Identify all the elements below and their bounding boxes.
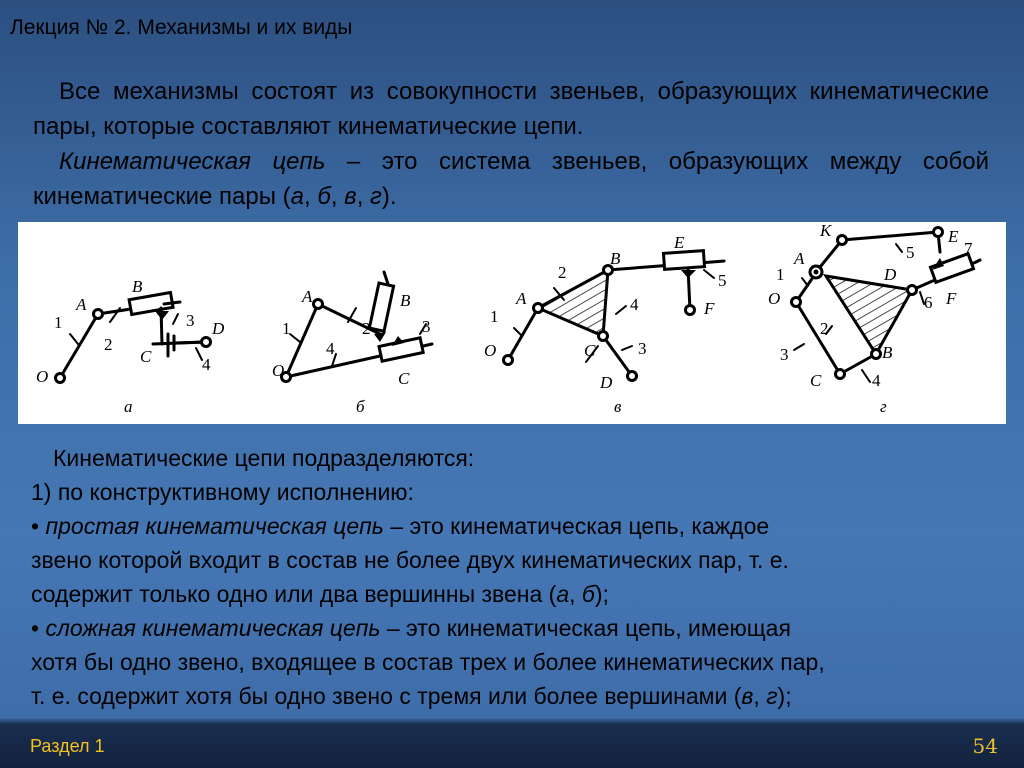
- footer-bar: [0, 724, 1024, 768]
- body-line-5: содержит только одно или два вершинны звена (а, б);: [31, 581, 609, 607]
- label-v-4: 4: [630, 295, 639, 314]
- ref-v-2: в: [741, 683, 754, 709]
- label-g-5: 5: [906, 243, 915, 262]
- bullet-complex-chain: • сложная кинематическая цепь – это кинематическая цепь, имеющая: [31, 615, 791, 641]
- body-line-4: звено которой входит в состав не более двух кинематических пар, т. е.: [31, 547, 789, 573]
- term-complex-chain: сложная кинематическая цепь: [45, 615, 381, 641]
- body-line-8: т. е. содержит хотя бы одно звено с тремя или более вершинами (в, г);: [31, 683, 792, 709]
- label-v-3: 3: [638, 339, 647, 358]
- ref-a: а: [290, 183, 304, 210]
- body-line-1: Кинематические цепи подразделяются:: [53, 445, 475, 471]
- intro-paragraph-2: Кинематическая цепь – это система звеньев, образующих между собой кинематические пары (а, б, в, г).: [33, 148, 989, 210]
- label-b-B: B: [400, 291, 411, 310]
- label-a-A: A: [76, 295, 87, 314]
- label-v-2: 2: [558, 263, 567, 282]
- label-v-5: 5: [718, 271, 727, 290]
- classification-text: [31, 441, 1006, 713]
- body-line-7: хотя бы одно звено, входящее в состав трех и более кинематических пар,: [31, 649, 825, 675]
- label-g-D: D: [884, 265, 897, 284]
- slide-title: Лекция № 2. Механизмы и их виды: [10, 16, 353, 39]
- bullet-simple-chain: • простая кинематическая цепь – это кинематическая цепь, каждое: [31, 513, 770, 539]
- label-a-4: 4: [202, 355, 211, 374]
- intro-p2-text: – это система звеньев, образующих между собой кинематические пары (: [33, 148, 989, 210]
- label-b-C: C: [398, 369, 410, 388]
- label-a-O: O: [36, 367, 49, 386]
- ref-g: г: [370, 183, 382, 210]
- label-g-B: B: [882, 343, 893, 362]
- label-g-C: C: [810, 371, 822, 390]
- ref-v: в: [344, 183, 357, 210]
- label-v-A: A: [516, 289, 527, 308]
- kinematic-chains-figure: [18, 222, 1006, 424]
- section-label: Раздел 1: [30, 736, 105, 756]
- label-g-A: A: [794, 249, 805, 268]
- label-g-K: K: [820, 222, 832, 240]
- ref-b-2: б: [581, 581, 595, 607]
- ref-a-2: а: [556, 581, 570, 607]
- ref-b: б: [317, 183, 331, 210]
- term-simple-chain: простая кинематическая цепь: [45, 513, 384, 539]
- label-a-1: 1: [54, 313, 63, 332]
- bullet-2-rest: – это кинематическая цепь, имеющая: [380, 615, 791, 641]
- label-v-E: E: [674, 233, 685, 252]
- label-g-F: F: [946, 289, 957, 308]
- line5-end: );: [594, 581, 609, 607]
- term-kinematic-chain: Кинематическая цепь: [59, 148, 326, 175]
- line8-pre: т. е. содержит хотя бы одно звено с тремя или более вершинами (: [31, 683, 742, 709]
- label-v-B: B: [610, 249, 621, 268]
- label-b-1: 1: [282, 319, 291, 338]
- label-g-6: 6: [924, 293, 933, 312]
- label-a-2: 2: [104, 335, 113, 354]
- label-g-3: 3: [780, 345, 789, 364]
- caption-v: в: [614, 397, 622, 416]
- label-g-2: 2: [820, 319, 829, 338]
- label-a-C: C: [140, 347, 152, 366]
- caption-g: г: [880, 397, 887, 416]
- line5-pre: содержит только одно или два вершинны звена (: [31, 581, 557, 607]
- intro-p2-end: ).: [381, 183, 397, 210]
- label-b-A: A: [302, 287, 313, 306]
- label-g-7: 7: [964, 239, 973, 258]
- label-b-3: 3: [422, 317, 431, 336]
- figure-diagrams: [18, 222, 1006, 424]
- label-b-2: 2: [362, 319, 371, 338]
- label-v-F: F: [704, 299, 715, 318]
- label-a-B: B: [132, 277, 143, 296]
- label-g-4: 4: [872, 371, 881, 390]
- caption-b: б: [356, 397, 365, 416]
- bullet-1-rest: – это кинематическая цепь, каждое: [383, 513, 770, 539]
- intro-text: [33, 74, 989, 214]
- caption-a: а: [124, 397, 133, 416]
- label-b-O: O: [272, 361, 285, 380]
- ref-g-2: г: [766, 683, 778, 709]
- label-v-1: 1: [490, 307, 499, 326]
- label-g-1: 1: [776, 265, 785, 284]
- label-g-O: O: [768, 289, 781, 308]
- label-g-E: E: [948, 227, 959, 246]
- page-number: 54: [972, 734, 998, 758]
- label-a-D: D: [212, 319, 225, 338]
- label-a-3: 3: [186, 311, 195, 330]
- label-b-4: 4: [326, 339, 335, 358]
- label-v-D: D: [600, 373, 613, 392]
- label-v-C: C: [584, 341, 596, 360]
- line8-end: );: [777, 683, 792, 709]
- intro-paragraph-1: Все механизмы состоят из совокупности звеньев, образующих кинематические пары, которые составляют кинематические цепи.: [33, 78, 989, 140]
- label-v-O: O: [484, 341, 497, 360]
- body-line-2: 1) по конструктивному исполнению:: [31, 479, 414, 505]
